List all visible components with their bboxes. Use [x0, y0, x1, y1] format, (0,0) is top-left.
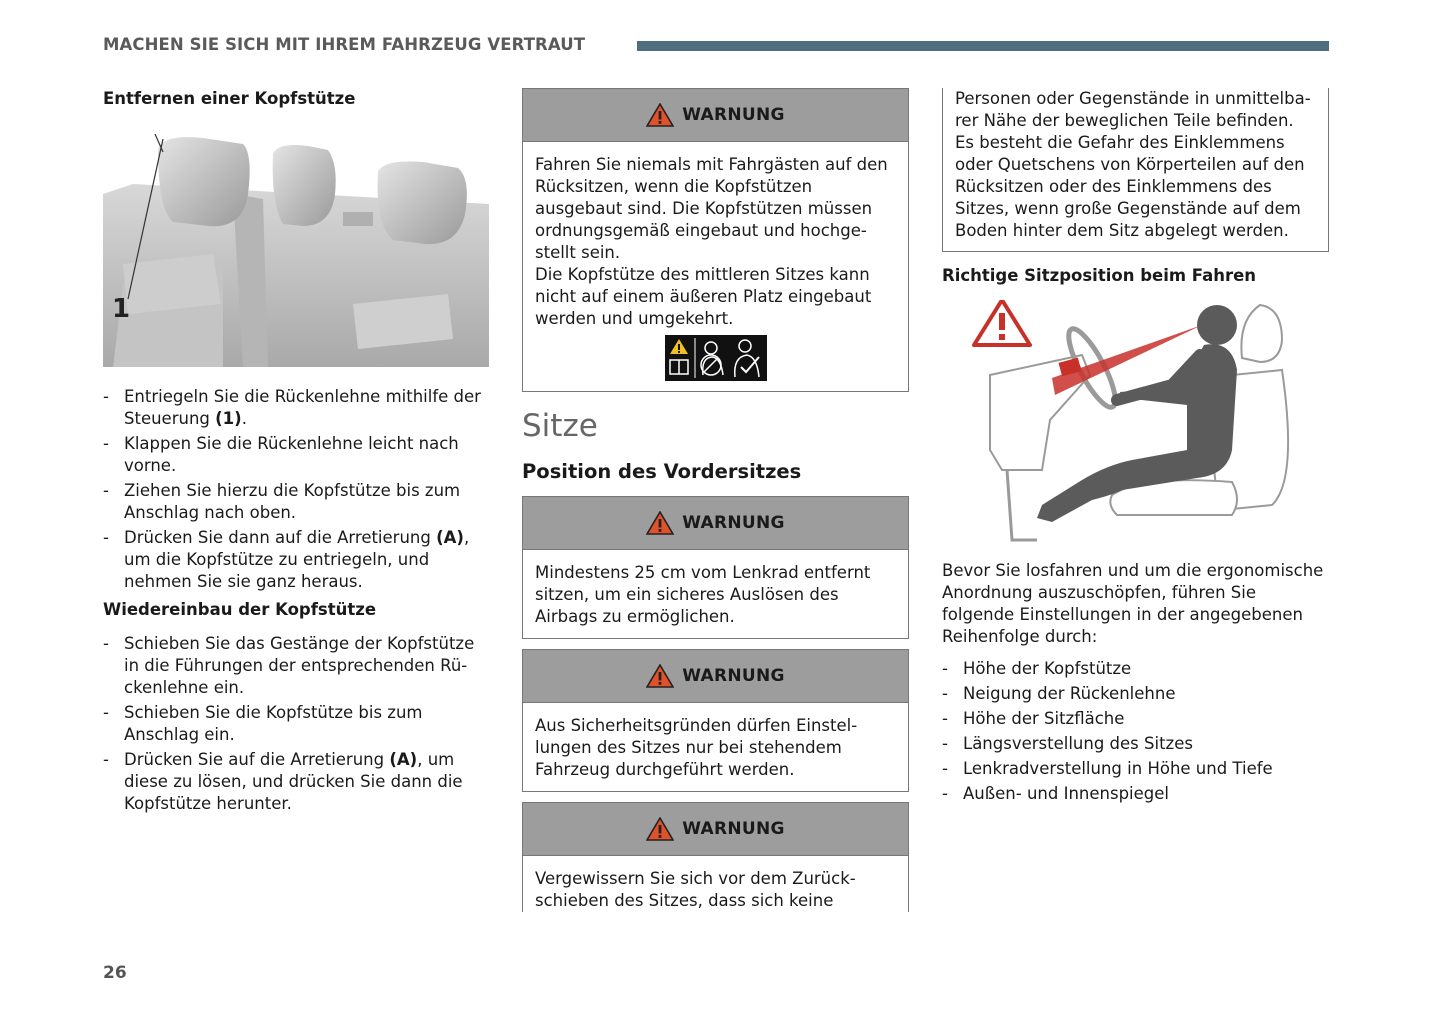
figure-label: 1: [112, 294, 131, 324]
column-middle: [522, 88, 909, 912]
warning-header: [523, 650, 908, 703]
rear-seat-illustration: [103, 134, 489, 367]
pictogram-icon: [665, 335, 767, 381]
remove-heading: Entfernen einer Kopfstütze: [103, 89, 356, 108]
driving-position-illustration: [942, 300, 1329, 550]
driving-position-figure: [942, 300, 1329, 550]
warning-box: [522, 802, 909, 912]
list-item: - Längsverstellung des Sitzes: [942, 733, 1329, 755]
list-item: - Lenkradverstellung in Höhe und Tiefe: [942, 758, 1329, 780]
section-title: Sitze: [522, 408, 598, 444]
warning-text: Vergewissern Sie sich vor dem Zurückschieben des Sitzes, dass sich keine: [535, 869, 856, 910]
warning-triangle-icon: [646, 511, 674, 535]
posture-heading: Richtige Sitzposition beim Fahren: [942, 266, 1257, 285]
subsection-title: Position des Vordersitzes: [522, 460, 802, 483]
header-bar: [637, 41, 1329, 51]
warning-text: Fahren Sie niemals mit Fahrgästen auf den Rücksitzen, wenn die Kopfstützen ausgebaut sind. Die Kopfstützen müssen ordnungsgemäß eingebaut und hochgestellt sein.: [535, 155, 888, 262]
list-item: - Drücken Sie auf die Arretierung (A), um diese zu lösen, und drücken Sie dann die Kopfstütze herunter.: [103, 749, 489, 815]
list-item: - Ziehen Sie hierzu die Kopfstütze bis zum Anschlag nach oben.: [103, 480, 489, 524]
refit-steps-list: [103, 633, 489, 815]
refit-heading: Wiedereinbau der Kopfstütze: [103, 600, 377, 619]
warning-text: Die Kopfstütze des mittleren Sitzes kann nicht auf einem äußeren Platz eingebaut werden und umgekehrt.: [535, 265, 872, 328]
settings-list: [942, 658, 1329, 805]
list-item: - Entriegeln Sie die Rückenlehne mithilfe der Steuerung (1).: [103, 386, 489, 430]
rear-seat-figure: [103, 134, 489, 367]
list-item: - Außen- und Innenspiegel: [942, 783, 1329, 805]
warning-box: [522, 88, 909, 392]
page-number: 26: [103, 963, 127, 983]
warning-title: WARNUNG: [682, 513, 785, 533]
list-item: - Höhe der Sitzfläche: [942, 708, 1329, 730]
warning-continuation: Personen oder Gegenstände in unmittelbarer Nähe der beweglichen Teile befinden. Es besteht die Gefahr des Einklemmens oder Quetschens von Körperteilen auf den Rücksitzen oder des Einklemmens des Sitzes, wenn große Gegenstände auf dem Boden hinter dem Sitz abgelegt werden.: [942, 88, 1329, 252]
warning-header: [523, 89, 908, 142]
warning-title: WARNUNG: [682, 105, 785, 125]
warning-triangle-icon: [646, 817, 674, 841]
warning-box: [522, 496, 909, 639]
header-title: MACHEN SIE SICH MIT IHREM FAHRZEUG VERTRAUT: [103, 35, 586, 54]
warning-box: [522, 649, 909, 792]
warning-text: Aus Sicherheitsgründen dürfen Einstellungen des Sitzes nur bei stehendem Fahrzeug durchgeführt werden.: [535, 716, 858, 779]
warning-body: [523, 142, 908, 391]
list-item: - Neigung der Rückenlehne: [942, 683, 1329, 705]
list-item: - Drücken Sie dann auf die Arretierung (A), um die Kopfstütze zu entriegeln, und nehmen Sie sie ganz heraus.: [103, 527, 489, 593]
warning-title: WARNUNG: [682, 666, 785, 686]
warning-title: WARNUNG: [682, 819, 785, 839]
remove-steps-list: [103, 386, 489, 593]
column-right: [942, 88, 1329, 808]
warning-triangle-icon: [646, 664, 674, 688]
intro-text: Bevor Sie losfahren und um die ergonomische Anordnung auszuschöpfen, führen Sie folgende Einstellungen in der angegebenen Reihenfolge durch:: [942, 561, 1324, 646]
list-item: - Schieben Sie die Kopfstütze bis zum Anschlag ein.: [103, 702, 489, 746]
warning-header: [523, 803, 908, 856]
warning-header: [523, 497, 908, 550]
list-item: - Höhe der Kopfstütze: [942, 658, 1329, 680]
column-left: [103, 88, 489, 818]
warning-text: Mindestens 25 cm vom Lenkrad entfernt sitzen, um ein sicheres Auslösen des Airbags zu ermöglichen.: [535, 563, 871, 626]
warning-triangle-icon: [646, 103, 674, 127]
list-item: - Klappen Sie die Rückenlehne leicht nach vorne.: [103, 433, 489, 477]
list-item: - Schieben Sie das Gestänge der Kopfstütze in die Führungen der entsprechenden Rückenlehne ein.: [103, 633, 489, 699]
